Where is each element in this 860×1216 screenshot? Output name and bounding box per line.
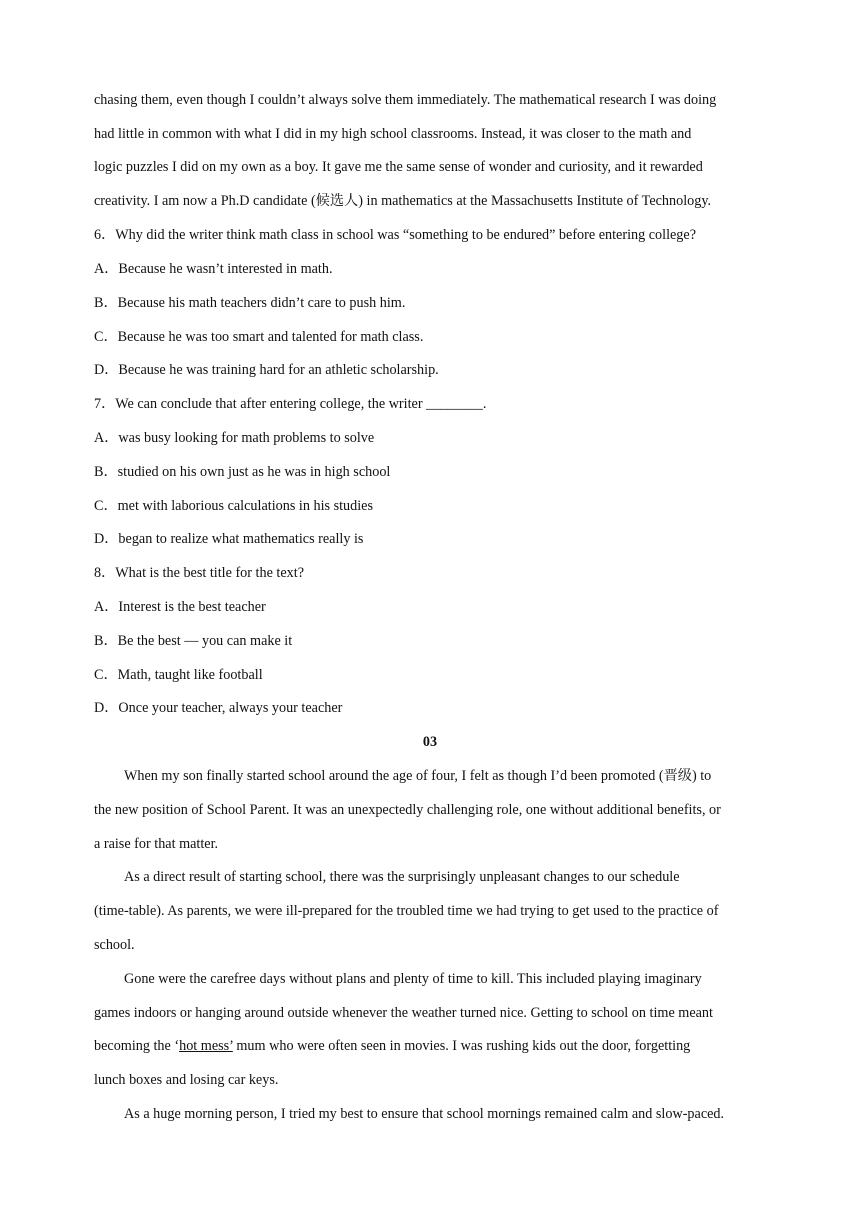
passage-line: had little in common with what I did in my high school classrooms. Instead, it was closer to the math and bbox=[94, 126, 692, 142]
passage-text: mum who were often seen in movies. I was rushing kids out the door, forgetting bbox=[232, 1038, 691, 1054]
question-7-stem: 7．We can conclude that after entering college, the writer ________. bbox=[94, 396, 487, 412]
passage-line: a raise for that matter. bbox=[94, 836, 219, 852]
passage-line: Gone were the carefree days without plans and plenty of time to kill. This included playing imaginary bbox=[124, 971, 702, 987]
question-6-option-a: A．Because he wasn’t interested in math. bbox=[94, 261, 333, 277]
section-heading: 03 bbox=[422, 734, 438, 750]
passage-line: lunch boxes and losing car keys. bbox=[94, 1072, 279, 1088]
question-7-option-d: D．began to realize what mathematics really is bbox=[94, 531, 364, 547]
passage-line: chasing them, even though I couldn’t always solve them immediately. The mathematical research I was doing bbox=[94, 92, 717, 108]
passage-line: (time-table). As parents, we were ill-prepared for the troubled time we had trying to get used to the practice of bbox=[94, 903, 719, 919]
question-8-option-b: B．Be the best — you can make it bbox=[94, 633, 293, 649]
question-6-option-b: B．Because his math teachers didn’t care to push him. bbox=[94, 295, 406, 311]
passage-line: school. bbox=[94, 937, 135, 953]
question-8-option-d: D．Once your teacher, always your teacher bbox=[94, 700, 343, 716]
question-7-option-a: A．was busy looking for math problems to solve bbox=[94, 430, 375, 446]
question-6-stem: 6．Why did the writer think math class in school was “something to be endured” before entering college? bbox=[94, 227, 696, 243]
passage-text: becoming the ‘ bbox=[94, 1038, 180, 1054]
passage-line: When my son finally started school around the age of four, I felt as though I’d been promoted (晋级) to bbox=[124, 768, 712, 784]
question-6-option-d: D．Because he was training hard for an athletic scholarship. bbox=[94, 362, 439, 378]
passage-line: logic puzzles I did on my own as a boy. It gave me the same sense of wonder and curiosity, and it rewarded bbox=[94, 159, 703, 175]
passage-line: As a huge morning person, I tried my best to ensure that school mornings remained calm and slow-paced. bbox=[124, 1106, 725, 1122]
question-8-stem: 8．What is the best title for the text? bbox=[94, 565, 304, 581]
passage-line: As a direct result of starting school, there was the surprisingly unpleasant changes to our schedule bbox=[124, 869, 680, 885]
question-7-option-b: B．studied on his own just as he was in high school bbox=[94, 464, 391, 480]
passage-line bbox=[94, 1036, 780, 1056]
underlined-phrase: hot mess’ bbox=[179, 1038, 233, 1054]
passage-line: the new position of School Parent. It was an unexpectedly challenging role, one without additional benefits, or bbox=[94, 802, 721, 818]
question-8-option-a: A．Interest is the best teacher bbox=[94, 599, 266, 615]
question-6-option-c: C．Because he was too smart and talented for math class. bbox=[94, 329, 424, 345]
question-7-option-c: C．met with laborious calculations in his studies bbox=[94, 498, 373, 514]
passage-line: games indoors or hanging around outside whenever the weather turned nice. Getting to school on time meant bbox=[94, 1005, 713, 1021]
passage-line: creativity. I am now a Ph.D candidate (候选人) in mathematics at the Massachusetts Institute of Technology. bbox=[94, 193, 712, 209]
question-8-option-c: C．Math, taught like football bbox=[94, 667, 263, 683]
